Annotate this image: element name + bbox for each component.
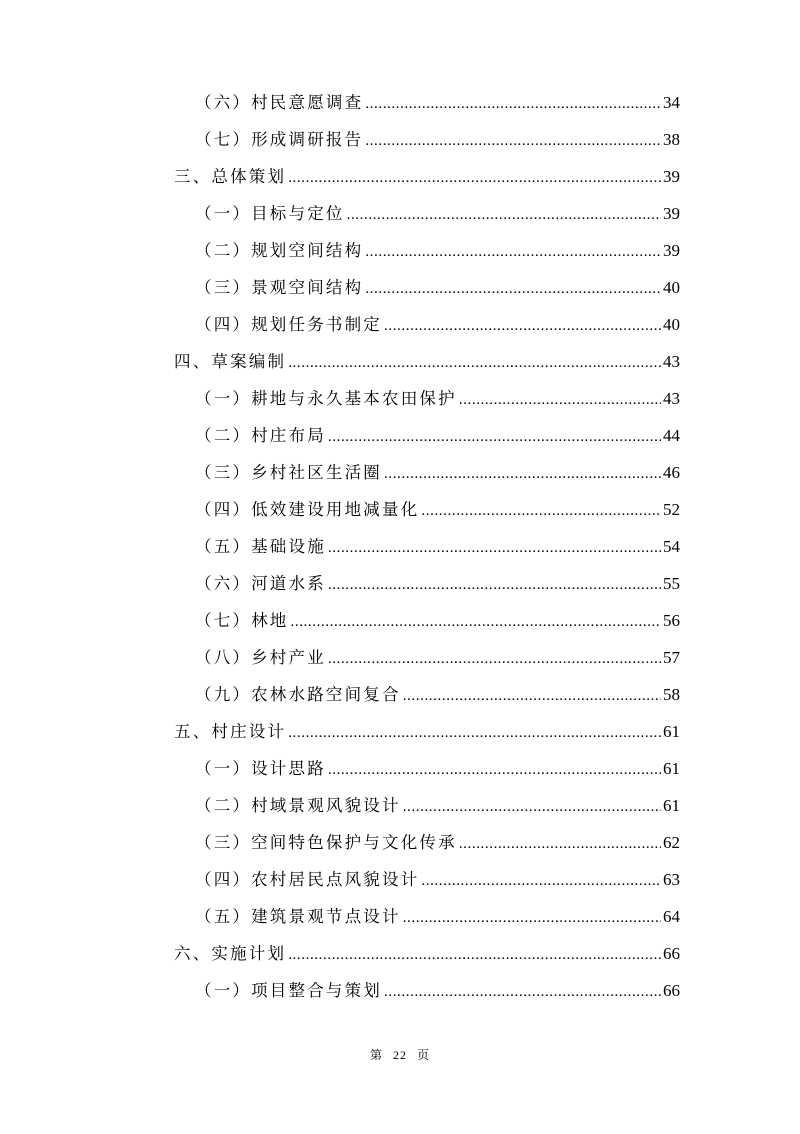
toc-entry-page: 39 (663, 204, 680, 223)
toc-entry[interactable] (195, 791, 680, 821)
toc-dot-leader (459, 829, 661, 859)
footer-suffix: 页 (417, 1048, 431, 1062)
toc-entry[interactable] (195, 828, 680, 858)
toc-entry-title: （八）乡村产业 (195, 648, 326, 667)
toc-entry-title: （一）耕地与永久基本农田保护 (195, 389, 457, 408)
toc-dot-leader (384, 311, 661, 341)
toc-entry-title: （四）规划任务书制定 (195, 315, 382, 334)
footer-page-number: 22 (393, 1048, 407, 1062)
toc-dot-leader (421, 866, 661, 896)
toc-entry-title: （四）低效建设用地减量化 (195, 500, 420, 519)
toc-entry-page: 54 (663, 537, 680, 556)
toc-entry[interactable] (174, 939, 680, 969)
toc-entry[interactable] (195, 643, 680, 673)
toc-entry-page: 58 (663, 685, 680, 704)
toc-entry-page: 66 (663, 944, 680, 963)
toc-entry-page: 34 (663, 93, 680, 112)
toc-entry[interactable] (195, 680, 680, 710)
toc-entry-title: （四）农村居民点风貌设计 (195, 870, 420, 889)
toc-entry-title: （七）林地 (195, 611, 289, 630)
page-footer (0, 1046, 800, 1063)
toc-dot-leader (328, 422, 661, 452)
toc-entry-title: （六）村民意愿调查 (195, 93, 364, 112)
toc-entry[interactable] (195, 125, 680, 155)
toc-entry-page: 56 (663, 611, 680, 630)
toc-dot-leader (384, 459, 661, 489)
toc-entry-page: 61 (663, 759, 680, 778)
toc-entry-page: 39 (663, 167, 680, 186)
toc-dot-leader (459, 385, 661, 415)
toc-entry-title: （二）村域景观风貌设计 (195, 796, 401, 815)
toc-entry-page: 43 (663, 389, 680, 408)
toc-entry-page: 55 (663, 574, 680, 593)
toc-entry[interactable] (174, 347, 680, 377)
toc-entry-page: 63 (663, 870, 680, 889)
toc-entry-title: （七）形成调研报告 (195, 130, 364, 149)
toc-entry-title: （六）河道水系 (195, 574, 326, 593)
toc-entry[interactable] (195, 754, 680, 784)
toc-entry-title: （九）农林水路空间复合 (195, 685, 401, 704)
toc-entry-page: 66 (663, 981, 680, 1000)
toc-dot-leader (403, 903, 661, 933)
toc-entry-title: 三、总体策划 (174, 167, 287, 186)
toc-entry-title: （二）规划空间结构 (195, 241, 364, 260)
toc-dot-leader (403, 792, 661, 822)
toc-dot-leader (328, 533, 661, 563)
toc-entry-title: （三）乡村社区生活圈 (195, 463, 382, 482)
toc-dot-leader (328, 644, 661, 674)
toc-dot-leader (288, 940, 661, 970)
toc-dot-leader (403, 681, 661, 711)
toc-entry[interactable] (195, 88, 680, 118)
toc-entry[interactable] (195, 865, 680, 895)
toc-dot-leader (365, 274, 661, 304)
toc-dot-leader (384, 977, 661, 1007)
toc-entry-title: 五、村庄设计 (174, 722, 287, 741)
toc-entry-page: 61 (663, 796, 680, 815)
toc-entry-title: 六、实施计划 (174, 944, 287, 963)
toc-entry-page: 52 (663, 500, 680, 519)
toc-entry[interactable] (195, 236, 680, 266)
toc-entry[interactable] (195, 976, 680, 1006)
toc-dot-leader (288, 718, 661, 748)
toc-entry-page: 57 (663, 648, 680, 667)
toc-entry-title: 四、草案编制 (174, 352, 287, 371)
toc-entry[interactable] (195, 532, 680, 562)
toc-entry-page: 38 (663, 130, 680, 149)
toc-entry-title: （五）基础设施 (195, 537, 326, 556)
toc-entry-title: （一）目标与定位 (195, 204, 345, 223)
toc-entry[interactable] (174, 717, 680, 747)
toc-entry[interactable] (195, 273, 680, 303)
toc-entry-page: 39 (663, 241, 680, 260)
toc-entry[interactable] (195, 384, 680, 414)
toc-entry-title: （一）项目整合与策划 (195, 981, 382, 1000)
toc-entry-page: 64 (663, 907, 680, 926)
toc-dot-leader (328, 570, 661, 600)
toc-dot-leader (291, 607, 662, 637)
toc-entry[interactable] (195, 310, 680, 340)
toc-entry[interactable] (174, 162, 680, 192)
toc-entry-page: 44 (663, 426, 680, 445)
toc-dot-leader (288, 348, 661, 378)
toc-entry-page: 43 (663, 352, 680, 371)
toc-entry-page: 62 (663, 833, 680, 852)
toc-entry-title: （三）空间特色保护与文化传承 (195, 833, 457, 852)
toc-dot-leader (288, 163, 661, 193)
toc-entry[interactable] (195, 421, 680, 451)
footer-prefix: 第 (369, 1048, 383, 1062)
toc-dot-leader (365, 89, 661, 119)
toc-entry-title: （三）景观空间结构 (195, 278, 364, 297)
toc-entry[interactable] (195, 458, 680, 488)
toc-dot-leader (365, 126, 661, 156)
toc-entry[interactable] (195, 902, 680, 932)
toc-dot-leader (365, 237, 661, 267)
toc-dot-leader (421, 496, 661, 526)
toc-dot-leader (347, 200, 661, 230)
toc-entry-page: 61 (663, 722, 680, 741)
toc-entry-title: （五）建筑景观节点设计 (195, 907, 401, 926)
toc-entry[interactable] (195, 569, 680, 599)
toc-entry[interactable] (195, 199, 680, 229)
toc-entry-title: （二）村庄布局 (195, 426, 326, 445)
toc-dot-leader (328, 755, 661, 785)
toc-entry-page: 40 (663, 278, 680, 297)
toc-entry[interactable] (195, 495, 680, 525)
toc-entry-page: 46 (663, 463, 680, 482)
toc-entry-title: （一）设计思路 (195, 759, 326, 778)
toc-entry[interactable] (195, 606, 680, 636)
toc-entry-page: 40 (663, 315, 680, 334)
